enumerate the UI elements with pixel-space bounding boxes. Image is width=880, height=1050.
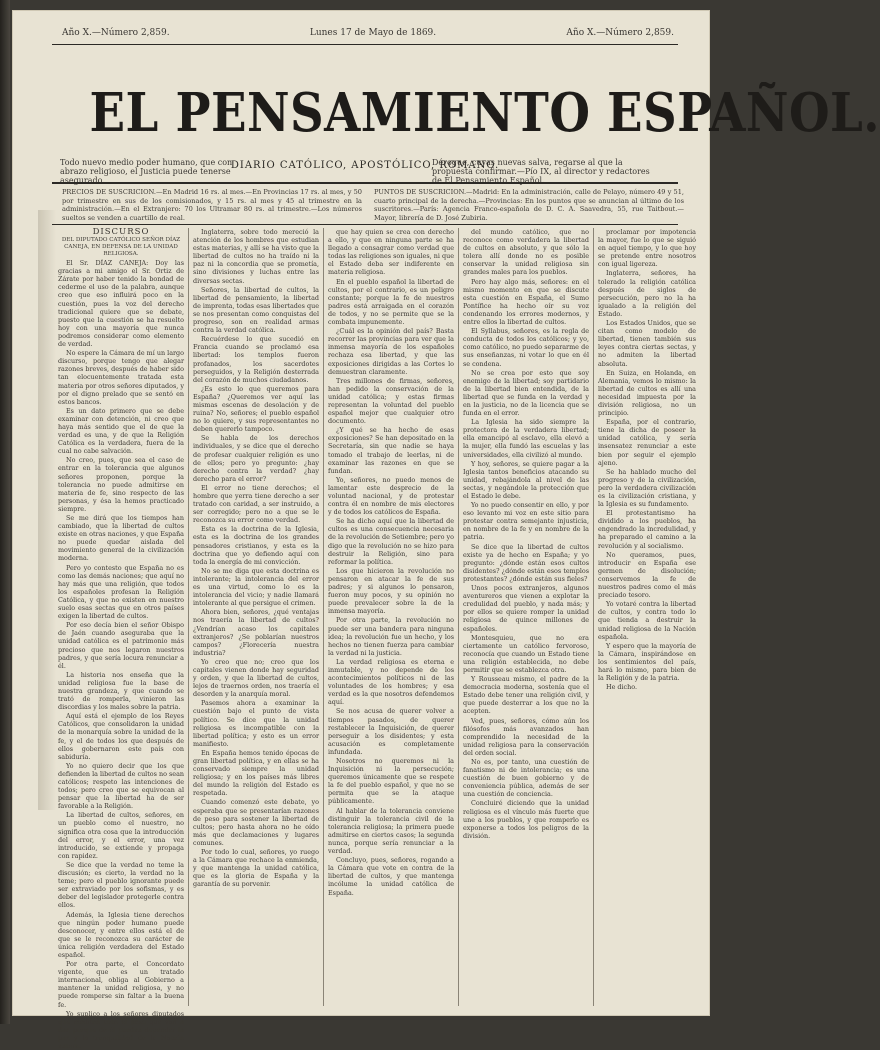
column-body bbox=[463, 228, 589, 840]
article-paragraph: del mundo católico, que no reconoce como verdadera la libertad de cultos en absoluto, y que sólo la tolera allí donde no es posible conservar la unidad religiosa sin grandes males para los pueblos. bbox=[463, 228, 589, 277]
article-paragraph: El Syllabus, señores, es la regla de conducta de todos los católicos; y yo, como católico, no puedo separarme de sus enseñanzas, ni votar lo que en él se condena. bbox=[463, 327, 589, 368]
binding-shadow bbox=[38, 210, 56, 810]
text-column-3 bbox=[328, 228, 454, 1006]
column-divider bbox=[458, 228, 459, 1006]
subscription-points: PUNTOS DE SUSCRICION.—Madrid: En la administración, calle de Pelayo, número 49 y 51, cuarto principal de la derecha.—Provincias: En los puntos que se anuncian al último de los suscritores.—París: Agencia Franco-española de D. C. A. Saavedra, 55, rue Taitbout.—Mayor, librería de D. José Zubiria. bbox=[374, 188, 684, 222]
article-paragraph: En el pueblo español la libertad de cultos, por el contrario, es un peligro constante; porque la fe de nuestros padres está arraigada en el corazón de todos, y no se permite que se la combata impunemente. bbox=[328, 277, 454, 327]
article-paragraph: No se crea por esto que soy enemigo de la libertad; soy partidario de la libertad bien entendida, de la libertad que se funda en la verdad y en la justicia, no de la licencia que se funda en el error. bbox=[463, 368, 589, 418]
article-paragraph: Por otra parte, el Concordato vigente, que es un tratado internacional, obliga al Gobierno a mantener la unidad religiosa, y no puede romperse sin faltar a la buena fe. bbox=[58, 960, 184, 1009]
article-paragraph: Por todo lo cual, señores, yo ruego a la Cámara que rechace la enmienda, y que mantenga la unidad católica, que es la gloria de España y la garantía de su porvenir. bbox=[193, 848, 319, 889]
article-paragraph: que hay quien se crea con derecho a ello, y que en ninguna parte se ha llegado a consagrar como verdad que todas las religiones son iguales, ni que el Estado deba ser indiferente en materia religiosa. bbox=[328, 228, 454, 277]
column-body bbox=[193, 228, 319, 889]
article-paragraph: Se ha dicho aquí que la libertad de cultos es una consecuencia necesaria de la revolución de Setiembre; pero yo digo que la revolución no se hizo para destruir la Religión, sino para reformar la política. bbox=[328, 517, 454, 566]
article-paragraph: Tres millones de firmas, señores, han pedido la conservación de la unidad católica; y estas firmas representan la voluntad del pueblo español mejor que cualquier otro documento. bbox=[328, 376, 454, 426]
article-paragraph: No espere la Cámara de mí un largo discurso, porque tengo que alegar razones breves, después de haber sido tan elocuentemente tratada esta materia por otros señores diputados, y por el digno prelado que se sentó en estos bancos. bbox=[58, 349, 184, 406]
article-paragraph: Se nos acusa de querer volver a tiempos pasados, de querer restablecer la Inquisición, de querer perseguir a los disidentes; y esta acusación es completamente infundada. bbox=[328, 707, 454, 756]
tagline-row bbox=[52, 158, 678, 185]
lower-rule bbox=[52, 224, 678, 225]
article-paragraph: La verdad religiosa es eterna e inmutable, y no depende de los acontecimientos políticos ni de las voluntades de los hombres; y esa verdad es la que nosotros defendemos aquí. bbox=[328, 657, 454, 707]
article-paragraph: Por eso decía bien el señor Obispo de Jaén cuando aseguraba que la unidad católica es el patrimonio más precioso que nos legaron nuestros padres, y que sería locura renunciar a él. bbox=[58, 621, 184, 670]
article-paragraph: Inglaterra, señores, ha tolerado la religión católica después de siglos de persecución, pero no la ha igualado a la religión del Estado. bbox=[598, 269, 696, 318]
article-paragraph: Por otra parte, la revolución no puede ser una bandera para ninguna idea; la revolución fue un hecho, y los hechos no tienen fuerza para cambiar la verdad ni la justicia. bbox=[328, 616, 454, 657]
text-column-1 bbox=[58, 227, 184, 1050]
column-body bbox=[598, 228, 696, 691]
article-paragraph: Se ha hablado mucho del progreso y de la civilización, pero la verdadera civilización es la civilización cristiana, y la Iglesia es su fundamento. bbox=[598, 467, 696, 509]
article-paragraph: Y hoy, señores, se quiere pagar a la Iglesia tantos beneficios atacando su unidad, rebajándola al nivel de las sectas, y negándole la protección que el Estado le debe. bbox=[463, 459, 589, 500]
article-paragraph: ¿Cuál es la opinión del país? Basta recorrer las provincias para ver que la inmensa mayoría de los españoles rechaza esa libertad, y que las exposiciones dirigidas a las Cortes lo demuestran claramente. bbox=[328, 327, 454, 376]
article-paragraph: En Suiza, en Holanda, en Alemania, vemos lo mismo: la libertad de cultos es allí una necesidad impuesta por la división religiosa, no un principio. bbox=[598, 368, 696, 418]
article-paragraph: He dicho. bbox=[606, 683, 637, 692]
article-paragraph: Cuando comenzó este debate, yo esperaba que se presentarían razones de peso para sostener la libertad de cultos; pero hasta ahora no he oído más que declamaciones y lugares comunes. bbox=[193, 798, 319, 847]
tagline-subtitle: DIARIO CATÓLICO, APOSTÓLICO, ROMANO. bbox=[230, 160, 500, 171]
article-paragraph: Además, la Iglesia tiene derechos que ningún poder humano puede desconocer, y entre ellos está el de que se le reconozca su carácter de única religión verdadera del Estado español. bbox=[58, 910, 184, 959]
article-paragraph: La Iglesia ha sido siempre la protectora de la verdadera libertad; ella emancipó al esclavo, ella elevó a la mujer, ella fundó las escuelas y las universidades, ella civilizó al mundo. bbox=[463, 418, 589, 459]
article-paragraph: El Sr. DÍAZ CANEJA: Doy las gracias a mi amigo el Sr. Ortiz de Zárate por haber tenido la bondad de cederme el uso de la palabra, aunque creo que eso influirá poco en la cuestión, pues la voz del derecho tradicional quiere que se debate, puesto que la cuestión se ha resuelto hoy con una mayoría que nunca podremos considerar como elemento de verdad. bbox=[58, 259, 184, 349]
article-paragraph: Se habla de los derechos individuales, y se dice que el derecho de profesar cualquier religión es uno de ellos; pero yo pregunto: ¿hay derecho contra la verdad? ¿hay derecho para el error? bbox=[193, 434, 319, 483]
section-subheading: DEL DIPUTADO CATÓLICO SEÑOR DÍAZ CANEJA, EN DEFENSA DE LA UNIDAD RELIGIOSA. bbox=[61, 237, 181, 258]
tagline-left: Todo nuevo medio poder humano, que con abrazo religioso, el Justicia puede tenerse asegurado. bbox=[60, 158, 233, 185]
article-paragraph: Concluyo, pues, señores, rogando a la Cámara que vote en contra de la libertad de cultos, y que mantenga incólume la unidad católica de España. bbox=[328, 856, 454, 897]
article-paragraph: Inglaterra, sobre todo mereció la atención de los hombres que estudian estas materias, y allí se ha visto que la libertad de cultos no ha traído ni la paz ni la concordia que se prometía, sino divisiones y luchas entre las diversas sectas. bbox=[193, 228, 319, 285]
article-paragraph: ¿Y qué se ha hecho de esas exposiciones? Se han depositado en la Secretaría, sin que nadie se haya tomado el trabajo de leerlas, ni de examinar las razones en que se fundan. bbox=[328, 426, 454, 475]
article-paragraph: No creo, pues, que sea el caso de entrar en la tolerancia que algunos señores proponen, porque la tolerancia no puede admitirse en materia de fe, sino respecto de las personas, y ésa la hemos practicado siempre. bbox=[58, 456, 184, 513]
article-paragraph: proclamar por impotencia la mayor, fue lo que se siguió en aquel tiempo, y lo que hoy se pretende entre nosotros con igual ligereza. bbox=[598, 228, 696, 269]
middle-rule bbox=[52, 182, 678, 184]
article-paragraph: Pero hay algo más, señores: en el mismo momento en que se discute esta cuestión en España, el Sumo Pontífice ha hecho oír su voz condenando los errores modernos, y entre ellos la libertad de cultos. bbox=[463, 277, 589, 327]
article-paragraph: Se dice que la verdad no teme la discusión; es cierto, la verdad no la teme; pero el pueblo ignorante puede ser extraviado por los sofismas, y es deber del legislador protegerle contra ellos. bbox=[58, 860, 184, 910]
article-paragraph: Unos pocos extranjeros, algunos aventureros que vienen a explotar la credulidad del pueblo, y nada más; y por ellos se quiere romper la unidad religiosa de quince millones de españoles. bbox=[463, 584, 589, 633]
article-paragraph: No se me diga que esta doctrina es intolerante; la intolerancia del error es una virtud, como lo es la intolerancia del vicio; y nadie llamará intolerante al que persigue el crimen. bbox=[193, 566, 319, 608]
article-paragraph: Montesquieu, que no era ciertamente un católico fervoroso, reconocía que cuando un Estado tiene una religión establecida, no debe permitir que se establezca otra. bbox=[463, 633, 589, 674]
article-paragraph: Ved, pues, señores, cómo aún los filósofos más avanzados han comprendido la necesidad de la unidad religiosa para la conservación del orden social. bbox=[463, 716, 589, 757]
article-paragraph: Yo, señores, no puedo menos de lamentar este desprecio de la voluntad nacional, y de protestar contra él en nombre de mis electores y de todos los católicos de España. bbox=[328, 475, 454, 517]
article-paragraph: Se me dirá que los tiempos han cambiado, que la libertad de cultos existe en otras naciones, y que España no puede quedar aislada del movimiento general de la civilización moderna. bbox=[58, 514, 184, 563]
article-paragraph: Y espero que la mayoría de la Cámara, inspirándose en los sentimientos del país, hará lo mismo, para bien de la Religión y de la patria. bbox=[598, 641, 696, 683]
text-column-2 bbox=[193, 228, 319, 1006]
article-paragraph: La historia nos enseña que la unidad religiosa fue la base de nuestra grandeza, y que cuando se trató de romperla, vinieron las discordias y los males sobre la patria. bbox=[58, 670, 184, 712]
article-paragraph: Yo no puedo consentir en ello, y por eso levanto mi voz en este sitio para protestar contra semejante injusticia, en nombre de la fe y en nombre de la patria. bbox=[463, 501, 589, 542]
article-paragraph: Y Rousseau mismo, el padre de la democracia moderna, sostenía que el Estado debe tener una religión civil, y que puede desterrar a los que no la acepten. bbox=[463, 675, 589, 716]
issue-number-left: Año X.—Número 2,859. bbox=[62, 28, 170, 38]
article-paragraph: Al hablar de la tolerancia conviene distinguir la tolerancia civil de la tolerancia religiosa; la primera puede admitirse en ciertos casos; la segunda nunca, porque sería renunciar a la verdad. bbox=[328, 806, 454, 856]
article-paragraph: Ahora bien, señores, ¿qué ventajas nos traería la libertad de cultos? ¿Vendrían acaso los capitales extranjeros? ¿Se poblarían nuestros campos? ¿Florecería nuestra industria? bbox=[193, 608, 319, 657]
column-body bbox=[328, 228, 454, 897]
article-paragraph: Nosotros no queremos ni la Inquisición ni la persecución; queremos únicamente que se respete la fe del pueblo español, y que no se permita que se la ataque públicamente. bbox=[328, 757, 454, 806]
text-column-5 bbox=[598, 228, 696, 1006]
article-paragraph: Esta es la doctrina de la Iglesia, esta es la doctrina de los grandes pensadores cristianos, y esta es la doctrina que yo defiendo aquí con toda la energía de mi convicción. bbox=[193, 525, 319, 566]
article-paragraph: Señores, la libertad de cultos, la libertad de pensamiento, la libertad de imprenta, todas esas libertades que se nos presentan como conquistas del progreso, son en realidad armas contra la verdad católica. bbox=[193, 285, 319, 335]
text-column-4 bbox=[463, 228, 589, 1006]
article-paragraph: El protestantismo ha dividido a los pueblos, ha engendrado la incredulidad, y ha preparado el camino a la revolución y al socialismo. bbox=[598, 509, 696, 550]
article-paragraph: No queramos, pues, introducir en España ese germen de disolución; conservemos la fe de nuestros padres como el más preciado tesoro. bbox=[598, 550, 696, 600]
column-divider bbox=[593, 228, 594, 1006]
article-paragraph: Yo no quiero decir que los que defienden la libertad de cultos no sean católicos; respeto las intenciones de todos; pero creo que se equivocan al pensar que la libertad ha de ser favorable a la Religión. bbox=[58, 761, 184, 811]
article-paragraph: No es, por tanto, una cuestión de fanatismo ni de intolerancia; es una cuestión de buen gobierno y de conveniencia pública, además de ser una cuestión de conciencia. bbox=[463, 758, 589, 799]
article-paragraph: El error no tiene derechos; el hombre que yerra tiene derecho a ser tratado con caridad, a ser instruido, a ser corregido; pero no a que se le reconozca su error como verdad. bbox=[193, 483, 319, 525]
article-paragraph: Los Estados Unidos, que se citan como modelo de libertad, tienen también sus leyes contra ciertas sectas, y no admiten la libertad absoluta. bbox=[598, 319, 696, 368]
article-paragraph: Concluiré diciendo que la unidad religiosa es el vínculo más fuerte que une a los pueblos, y que romperlo es exponerse a todos los peligros de la división. bbox=[463, 799, 589, 840]
article-paragraph: Pasemos ahora a examinar la cuestión bajo el punto de vista político. Se dice que la unidad religiosa es incompatible con la libertad política; y esto es un error manifiesto. bbox=[193, 699, 319, 748]
article-paragraph: Pero yo contesto que España no es como las demás naciones; que aquí no hay más que una religión, que todos los españoles profesan la Religión Católica, y que no existen en nuestro suelo esas sectas que en otros países exigen la libertad de cultos. bbox=[58, 563, 184, 621]
article-paragraph: La libertad de cultos, señores, en un pueblo como el nuestro, no significa otra cosa que la introducción del error, y el error, una vez introducido, se extiende y propaga con rapidez. bbox=[58, 811, 184, 860]
article-paragraph: España, por el contrario, tiene la dicha de poseer la unidad católica, y sería insensatez renunciar a este bien por seguir el ejemplo ajeno. bbox=[598, 418, 696, 467]
tagline-right: Dérogue, cuyas nuevas salva, regarse al que la propuesta confirmar.—Pío IX, al director y redactores de El Pensamiento Español. bbox=[432, 158, 650, 185]
article-paragraph: ¿Es esto lo que queremos para España? ¿Queremos ver aquí las mismas escenas de desolación y de ruina? No, señores; el pueblo español no lo quiere, y sus representantes no deben quererlo tampoco. bbox=[193, 384, 319, 434]
column-body bbox=[58, 259, 184, 1050]
article-paragraph: Yo suplico a los señores diputados que mediten bien el paso que van a dar, porque de él pueden depender la paz y la tranquilidad de la Nación entera. bbox=[58, 1009, 184, 1050]
article-paragraph: Yo creo que no; creo que los capitales vienen donde hay seguridad y orden, y que la libertad de cultos, lejos de traernos orden, nos traería el desorden y la anarquía moral. bbox=[193, 657, 319, 699]
article-paragraph: Recuérdese lo que sucedió en Francia cuando se proclamó esa libertad: los templos fueron profanados, los sacerdotes perseguidos, y la Religión desterrada del corazón de muchos ciudadanos. bbox=[193, 335, 319, 384]
article-paragraph: Los que hicieron la revolución no pensaron en atacar la fe de sus padres; y si algunos lo pensaron, fueron muy pocos, y su opinión no puede prevalecer sobre la de la inmensa mayoría. bbox=[328, 566, 454, 616]
article-paragraph: Se dice que la libertad de cultos existe ya de hecho en España; y yo pregunto: ¿dónde están esos cultos disidentes? ¿dónde están esos templos protestantes? ¿dónde están sus fieles? bbox=[463, 542, 589, 583]
issue-number-right: Año X.—Número 2,859. bbox=[566, 28, 674, 38]
section-heading: DISCURSO bbox=[92, 227, 150, 237]
newspaper-title: EL PENSAMIENTO ESPAÑOL. bbox=[89, 82, 880, 144]
newspaper-page bbox=[12, 10, 880, 1050]
article-paragraph: En España hemos tenido épocas de gran libertad política, y en ellas se ha conservado siempre la unidad religiosa; y en los países más libres del mundo la religión del Estado es respetada. bbox=[193, 748, 319, 798]
article-paragraph: Aquí está el ejemplo de los Reyes Católicos, que consolidaron la unidad de la monarquía sobre la unidad de la fe, y el de todos los que después de ellos gobernaron este país con sabiduría. bbox=[58, 712, 184, 761]
subscription-prices: PRECIOS DE SUSCRICION.—En Madrid 16 rs. al mes.—En Provincias 17 rs. al mes, y 50 por trimestre en sus de los comisionados, y 15 rs. al mes y 45 al trimestre en la administración.—En el Extranjero: 70 los Ultramar 80 rs. al trimestre.—Los números sueltos se venden a cuartillo de real. bbox=[62, 188, 362, 222]
article-paragraph: Yo votaré contra la libertad de cultos, y contra todo lo que tienda a destruir la unidad religiosa de la Nación española. bbox=[598, 600, 696, 641]
column-divider bbox=[188, 228, 189, 1006]
issue-date: Lunes 17 de Mayo de 1869. bbox=[309, 28, 437, 38]
masthead-row bbox=[52, 28, 694, 42]
column-divider bbox=[323, 228, 324, 1006]
article-paragraph: Es un dato primero que se debe examinar con detención, ni creo que haya más sentido que el de que la verdad es una, y de que la Religión Católica es la verdadera, fuera de la cual no cabe salvación. bbox=[58, 406, 184, 456]
top-rule bbox=[52, 44, 678, 45]
page-edge bbox=[0, 0, 10, 1024]
